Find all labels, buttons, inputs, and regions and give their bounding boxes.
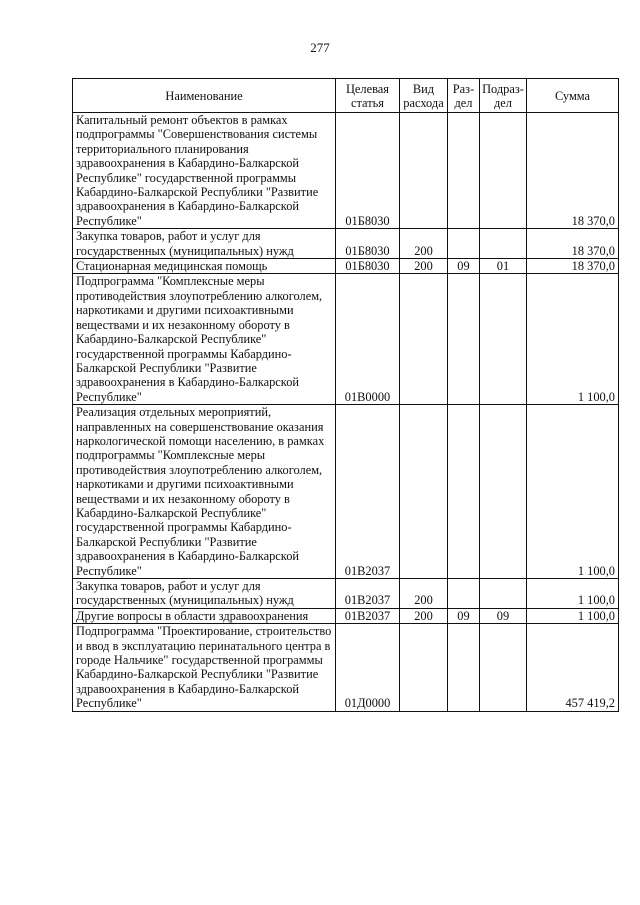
header-expense-kind: Вид расхода [400, 79, 448, 113]
row-section [448, 405, 480, 579]
row-sum: 18 370,0 [527, 259, 619, 274]
row-kind: 200 [400, 579, 448, 609]
row-name: Стационарная медицинская помощь [73, 259, 336, 274]
row-subsection [480, 579, 527, 609]
row-name: Другие вопросы в области здравоохранения [73, 608, 336, 623]
row-sum: 18 370,0 [527, 113, 619, 229]
table-row [73, 229, 619, 259]
row-kind [400, 113, 448, 229]
row-target: 01Б8030 [336, 113, 400, 229]
header-section: Раз- дел [448, 79, 480, 113]
row-section: 09 [448, 259, 480, 274]
row-subsection: 01 [480, 259, 527, 274]
table-row [73, 405, 619, 579]
table-header-row [73, 79, 619, 113]
row-sum: 1 100,0 [527, 405, 619, 579]
header-name: Наименование [73, 79, 336, 113]
row-kind: 200 [400, 229, 448, 259]
row-name: Капитальный ремонт объектов в рамках подпрограммы "Совершенствования системы территориального планирования здравоохранения в Кабардино-Балкарской Республике" государственной программы Кабардино-Балкарской Республики "Развитие здравоохранения в Кабардино-Балкарской Республике" [73, 113, 336, 229]
row-target: 01В2037 [336, 405, 400, 579]
row-subsection [480, 624, 527, 711]
row-sum: 1 100,0 [527, 274, 619, 405]
header-target-article: Целевая статья [336, 79, 400, 113]
row-target: 01Б8030 [336, 229, 400, 259]
row-target: 01В2037 [336, 608, 400, 623]
row-section [448, 113, 480, 229]
row-kind: 200 [400, 608, 448, 623]
row-subsection [480, 405, 527, 579]
table-row [73, 274, 619, 405]
row-sum: 18 370,0 [527, 229, 619, 259]
row-subsection [480, 274, 527, 405]
table-row [73, 579, 619, 609]
row-name: Закупка товаров, работ и услуг для государственных (муниципальных) нужд [73, 579, 336, 609]
row-sum: 1 100,0 [527, 608, 619, 623]
row-section [448, 624, 480, 711]
row-target: 01В0000 [336, 274, 400, 405]
row-kind [400, 624, 448, 711]
row-name: Подпрограмма "Комплексные меры противодействия злоупотреблению алкоголем, наркотиками и другими психоактивными веществами и их незаконному обороту в Кабардино-Балкарской Республике" государственной программы Кабардино-Балкарской Республики "Развитие здравоохранения в Кабардино-Балкарской Республике" [73, 274, 336, 405]
table-row [73, 259, 619, 274]
row-name: Закупка товаров, работ и услуг для государственных (муниципальных) нужд [73, 229, 336, 259]
row-name: Подпрограмма "Проектирование, строительство и ввод в эксплуатацию перинатального центра в городе Нальчике" государственной программы Кабардино-Балкарской Республики "Развитие здравоохранения в Кабардино-Балкарской Республике" [73, 624, 336, 711]
budget-table [72, 78, 619, 712]
row-name: Реализация отдельных мероприятий, направленных на совершенствование оказания наркологической помощи населению, в рамках подпрограммы "Комплексные меры противодействия злоупотреблению алкоголем, наркотиками и другими психоактивными веществами и их незаконному обороту в Кабардино-Балкарской Республике" государственной программы Кабардино-Балкарской Республики "Развитие здравоохранения в Кабардино-Балкарской Республике" [73, 405, 336, 579]
row-section [448, 229, 480, 259]
header-sum: Сумма [527, 79, 619, 113]
row-kind [400, 405, 448, 579]
row-subsection [480, 229, 527, 259]
row-section [448, 274, 480, 405]
page-number: 277 [310, 40, 330, 55]
row-section [448, 579, 480, 609]
row-subsection [480, 113, 527, 229]
header-subsection: Подраз- дел [480, 79, 527, 113]
row-target: 01Д0000 [336, 624, 400, 711]
table-row [73, 113, 619, 229]
row-subsection: 09 [480, 608, 527, 623]
table-row [73, 608, 619, 623]
table-row [73, 624, 619, 711]
row-sum: 457 419,2 [527, 624, 619, 711]
row-target: 01Б8030 [336, 259, 400, 274]
row-kind [400, 274, 448, 405]
row-target: 01В2037 [336, 579, 400, 609]
row-sum: 1 100,0 [527, 579, 619, 609]
row-section: 09 [448, 608, 480, 623]
row-kind: 200 [400, 259, 448, 274]
